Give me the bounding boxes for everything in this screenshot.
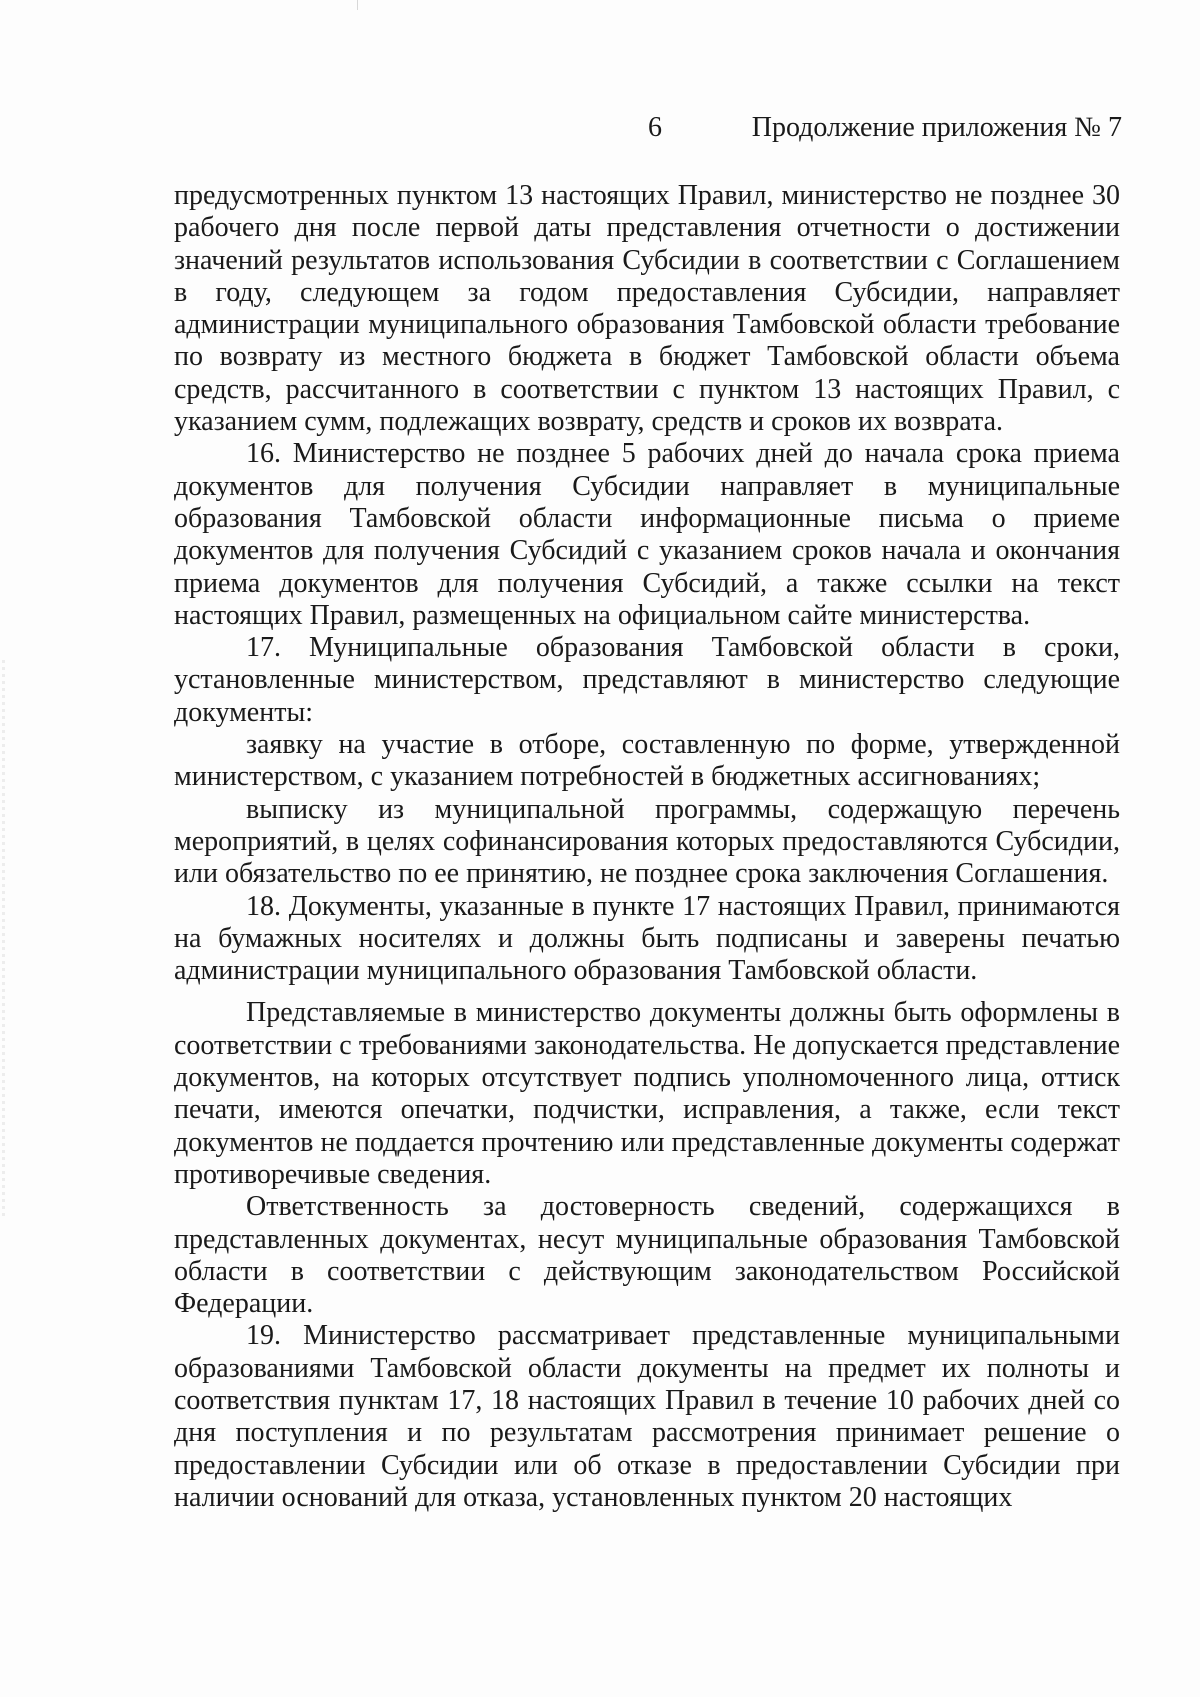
page-header: [0, 112, 1200, 152]
paragraph-program-extract: выписку из муниципальной программы, содержащую перечень мероприятий, в целях софинансирования которых предоставляются Субсидии, или обязательство по ее принятию, не позднее срока заключения Соглашения.: [174, 793, 1120, 890]
paragraph-application: заявку на участие в отборе, составленную по форме, утвержденной министерством, с указанием потребностей в бюджетных ассигнованиях;: [174, 729, 1120, 793]
paragraph-item-17: 17. Муниципальные образования Тамбовской области в сроки, установленные министерством, представляют в министерство следующие документы:: [174, 632, 1120, 728]
paragraph-item-18: 18. Документы, указанные в пункте 17 настоящих Правил, принимаются на бумажных носителях и должны быть подписаны и заверены печатью администрации муниципального образования Тамбовской области.: [174, 890, 1120, 987]
paragraph-continued: предусмотренных пунктом 13 настоящих Правил, министерство не позднее 30 рабочего дня после первой даты представления отчетности о достижении значений результатов использования Субсидии в соответствии с Соглашением в году, следующем за годом предоставления Субсидии, направляет администрации муниципального образования Тамбовской области требование по возврату из местного бюджета в бюджет Тамбовской области объема средств, рассчитанного в соответствии с пунктом 13 настоящих Правил, с указанием сумм, подлежащих возврату, средств и сроков их возврата.: [174, 180, 1120, 438]
document-body: [174, 180, 1120, 1514]
paragraph-responsibility: Ответственность за достоверность сведений, содержащихся в представленных документах, несут муниципальные образования Тамбовской области в соответствии с действующим законодательством Российской Федерации.: [174, 1191, 1120, 1320]
scan-edge-artifact: [2, 660, 5, 1220]
paragraph-item-16: 16. Министерство не позднее 5 рабочих дней до начала срока приема документов для получения Субсидии направляет в муниципальные образования Тамбовской области информационные письма о приеме документов для получения Субсидий с указанием сроков начала и окончания приема документов для получения Субсидий, а также ссылки на текст настоящих Правил, размещенных на официальном сайте министерства.: [174, 438, 1120, 631]
appendix-continuation-label: Продолжение приложения № 7: [751, 112, 1122, 143]
page-number: 6: [648, 112, 662, 143]
scan-tick-artifact: [357, 0, 358, 10]
paragraph-item-19: 19. Министерство рассматривает представленные муниципальными образованиями Тамбовской области документы на предмет их полноты и соответствия пунктам 17, 18 настоящих Правил в течение 10 рабочих дней со дня поступления и по результатам рассмотрения принимает решение о предоставлении Субсидии или об отказе в предоставлении Субсидии при наличии оснований для отказа, установленных пунктом 20 настоящих: [174, 1320, 1120, 1513]
paragraph-document-requirements: Представляемые в министерство документы должны быть оформлены в соответствии с требованиями законодательства. Не допускается представление документов, на которых отсутствует подпись уполномоченного лица, оттиск печати, имеются опечатки, подчистки, исправления, а также, если текст документов не поддается прочтению или представленные документы содержат противоречивые сведения.: [174, 997, 1120, 1190]
